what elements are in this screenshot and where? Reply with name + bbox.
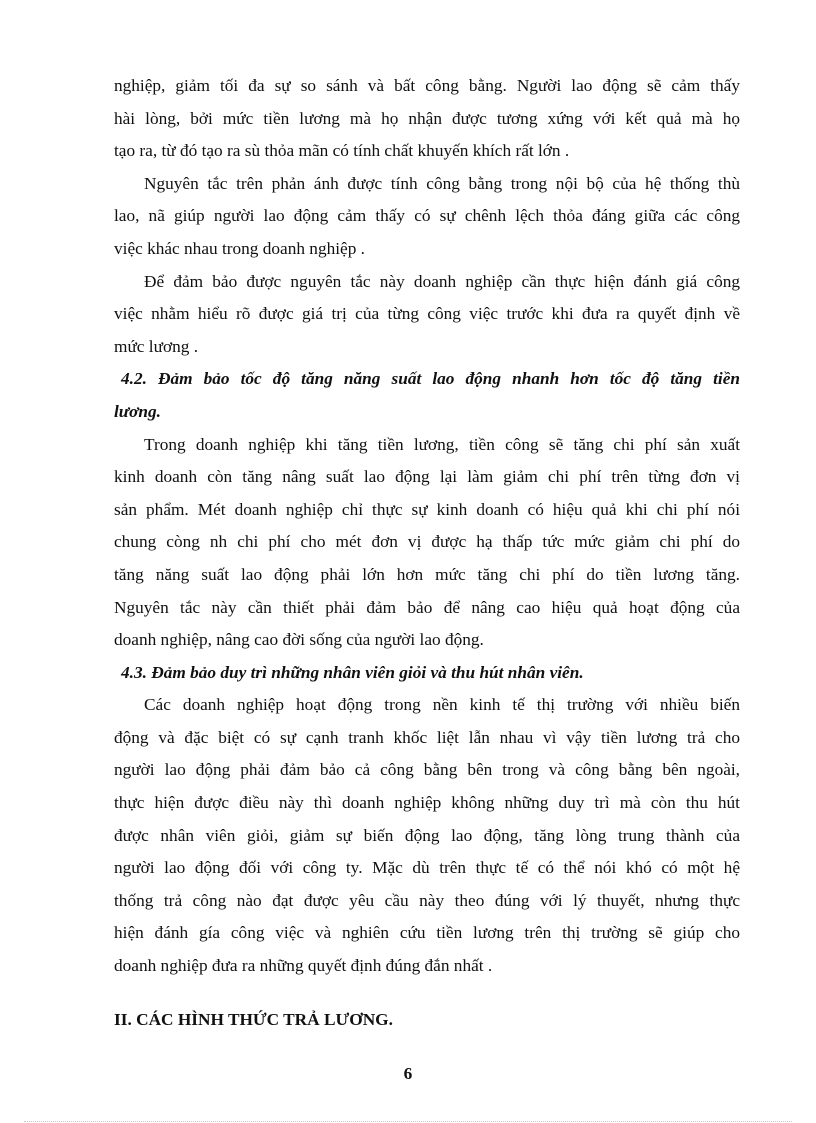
text-line: việc nhằm hiểu rõ được giá trị của từng công việc trước khi đưa ra quyết định về <box>114 304 740 324</box>
text-line: thực hiện được điều này thì doanh nghiệp không những duy trì mà còn thu hút <box>114 793 740 813</box>
text-line: mức lương . <box>114 336 199 356</box>
document-page <box>114 70 740 983</box>
text-line: doanh nghiệp, nâng cao đời sống của người lao động. <box>114 630 484 650</box>
heading-line: 4.3. Đảm bảo duy trì những nhân viên giỏi và thu hút nhân viên. <box>121 662 584 682</box>
text-line: sản phẩm. Mét doanh nghiệp chỉ thực sự kinh doanh có hiệu quả khi chi phí nói <box>114 499 740 519</box>
text-line: nghiệp, giảm tối đa sự so sánh và bất công bằng. Người lao động sẽ cảm thấy <box>114 76 740 95</box>
text-line: Nguyên tắc này cần thiết phải đảm bảo để nâng cao hiệu quả hoạt động của <box>114 597 740 617</box>
text-line: người lao động phải đảm bảo cả công bằng bên trong và công bằng bên ngoài, <box>114 760 740 780</box>
text-line: được nhân viên giỏi, giảm sự biến động lao động, tăng lòng trung thành của <box>114 825 740 845</box>
text-line: Để đảm bảo được nguyên tắc này doanh nghiệp cần thực hiện đánh giá công <box>144 271 740 291</box>
footer-divider <box>24 1121 792 1122</box>
text-line: chung còng nh chi phí cho mét đơn vị được hạ thấp tức mức giảm chi phí do <box>114 532 740 552</box>
paragraph-fairness-principle <box>114 168 740 266</box>
section-heading: II. CÁC HÌNH THỨC TRẢ LƯƠNG. <box>114 1010 393 1029</box>
text-line: Trong doanh nghiệp khi tăng tiền lương, tiền công sẽ tăng chi phí sản xuất <box>144 434 740 454</box>
text-line: động và đặc biệt có sự cạnh tranh khốc liệt lẫn nhau vì vậy tiền lương trả cho <box>114 727 740 747</box>
text-line: Nguyên tắc trên phản ánh được tính công bằng trong nội bộ của hệ thống thù <box>144 173 740 193</box>
page-number: 6 <box>403 1064 413 1083</box>
text-line: hiện đánh gía công việc và nghiên cứu tiền lương trên thị trường sẽ giúp cho <box>114 923 740 943</box>
heading-line: lương. <box>114 401 162 421</box>
paragraph-retention <box>114 689 740 982</box>
heading-4-2 <box>114 363 740 428</box>
text-line: người lao động đối với công ty. Mặc dù trên thực tế có thể nói khó có một hệ <box>114 858 740 878</box>
text-line: tạo ra, từ đó tạo ra sù thỏa mãn có tính chất khuyến khích rất lớn . <box>114 141 570 161</box>
text-line: doanh nghiệp đưa ra những quyết định đúng đắn nhất . <box>114 956 493 976</box>
text-line: việc khác nhau trong doanh nghiệp . <box>114 238 365 258</box>
paragraph-productivity <box>114 429 740 657</box>
text-line: lao, nã giúp người lao động cảm thấy có sự chênh lệch thỏa đáng giữa các công <box>114 206 740 226</box>
text-line: hài lòng, bởi mức tiền lương mà họ nhận được tương xứng với kết quả mà họ <box>114 108 740 128</box>
heading-4-3 <box>114 657 740 690</box>
paragraph-job-evaluation <box>114 266 740 364</box>
text-line: thống trả công nào đạt được yêu cầu này theo đúng với lý thuyết, nhưng thực <box>114 890 740 910</box>
text-line: kinh doanh còn tăng nâng suất lao động lại làm giảm chi phí trên từng đơn vị <box>114 467 740 487</box>
heading-line: 4.2. Đảm bảo tốc độ tăng năng suất lao động nhanh hơn tốc độ tăng tiền <box>121 369 740 389</box>
paragraph-continuation <box>114 70 740 168</box>
text-line: Các doanh nghiệp hoạt động trong nền kinh tế thị trường với nhiều biến <box>144 695 740 715</box>
text-line: tăng năng suất lao động phải lớn hơn mức tăng chi phí do tiền lương tăng. <box>114 564 740 584</box>
